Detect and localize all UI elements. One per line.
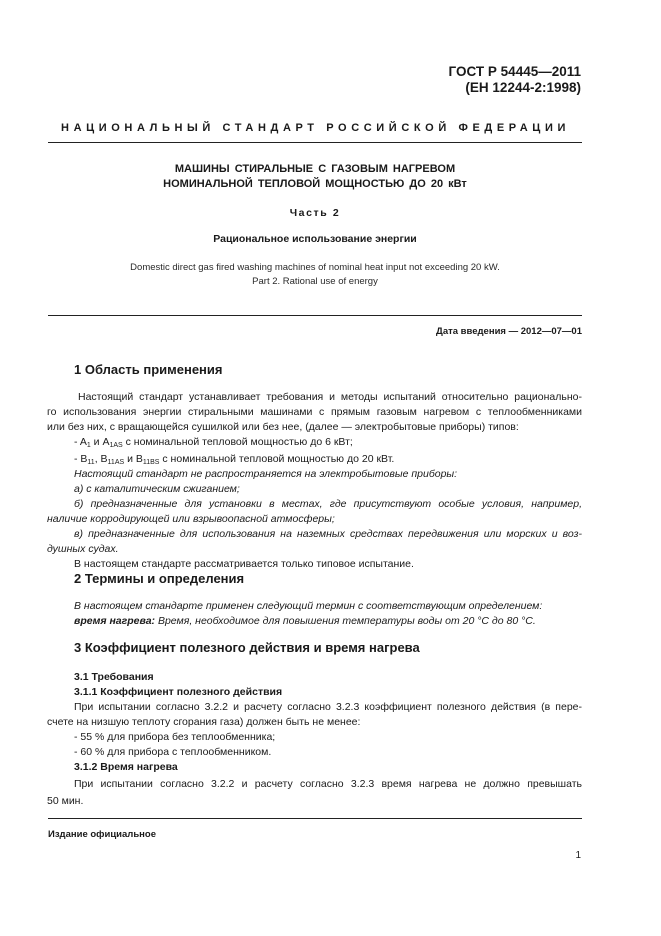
section-1-paragraph-line: го использования энергии стиральными машинами с прямым газовым нагревом с теплообменниками xyxy=(47,406,582,418)
introduction-date: Дата введения — 2012—07—01 xyxy=(436,326,582,337)
section-3-heading: 3 Коэффициент полезного действия и время нагрева xyxy=(74,640,420,655)
title-rule xyxy=(48,315,582,316)
heating-time-line-1: При испытании согласно 3.2.2 и расчету согласно 3.2.3 время нагрева не должно превышать xyxy=(74,778,582,790)
section-1-body xyxy=(47,390,582,572)
heating-time-line-2: 50 мин. xyxy=(47,795,84,807)
subsection-3-1-2-heading: 3.1.2 Время нагрева xyxy=(74,761,178,773)
english-title xyxy=(48,261,582,288)
exclusion-b-line-1: б) предназначенные для установки в местах, где присутствуют особые условия, например, xyxy=(74,498,582,510)
title-line-1: МАШИНЫ СТИРАЛЬНЫЕ С ГАЗОВЫМ НАГРЕВОМ xyxy=(174,163,456,175)
efficiency-paragraph-line-1: При испытании согласно 3.2.2 и расчету согласно 3.2.3 коэффициент полезного действия (в пере- xyxy=(74,701,582,713)
section-1-paragraph-line: или без них, с вращающейся сушилкой или без нее, (далее — электробытовые приборы) типов: xyxy=(47,421,519,433)
term-text: Время, необходимое для повышения температуры воды от 20 °С до 80 °С. xyxy=(155,615,536,627)
edition-label: Издание официальное xyxy=(48,829,156,840)
part-label: Часть 2 xyxy=(289,207,341,219)
exclusion-c-line-2: душных судах. xyxy=(47,543,119,555)
english-title-line-1: Domestic direct gas fired washing machines of nominal heat input not exceeding 20 kW. xyxy=(130,262,500,273)
section-2-intro: В настоящем стандарте применен следующий термин с соответствующим определением: xyxy=(74,600,543,612)
subsection-3-1-heading: 3.1 Требования xyxy=(74,671,154,683)
exclusion-b-line-2: наличие корродирующей или взрывоопасной атмосферы; xyxy=(47,513,335,525)
document-subtitle: Рациональное использование энергии xyxy=(213,233,417,245)
english-title-line-2: Part 2. Rational use of energy xyxy=(252,275,378,287)
section-1-paragraph-line: Настоящий стандарт устанавливает требования и методы испытаний относительно рационально- xyxy=(78,391,582,403)
title-line-2: НОМИНАЛЬНОЙ ТЕПЛОВОЙ МОЩНОСТЬЮ ДО 20 кВт xyxy=(163,178,467,190)
top-rule xyxy=(48,142,582,143)
national-standard-banner: НАЦИОНАЛЬНЫЙ СТАНДАРТ РОССИЙСКОЙ ФЕДЕРАЦИИ xyxy=(61,122,570,134)
term-name: время нагрева: xyxy=(74,615,156,627)
exclusion-c-line-1: в) предназначенные для использования на наземных средствах передвижения или морских и воз- xyxy=(74,528,582,540)
exclusions-intro: Настоящий стандарт не распространяется на электробытовые приборы: xyxy=(74,468,458,480)
type-list-item-a: - $A_1$ и $A_{1AS}$ с номинальной тепловой мощностью до 6 кВт; xyxy=(74,436,353,449)
subsection-3-1-1-heading: 3.1.1 Коэффициент полезного действия xyxy=(74,686,283,698)
standard-designation xyxy=(449,64,581,96)
term-definition xyxy=(74,614,582,629)
type-test-note: В настоящем стандарте рассматривается только типовое испытание. xyxy=(74,558,414,570)
standard-en-code: (ЕН 12244-2:1998) xyxy=(465,80,581,95)
type-list-item-b: - $B_{11}$, $B_{11AS}$ и $B_{11BS}$ с номинальной тепловой мощностью до 20 кВт. xyxy=(74,453,395,466)
document-title xyxy=(48,162,582,192)
section-1-heading: 1 Область применения xyxy=(74,362,223,377)
efficiency-paragraph-line-2: счете на низшую теплоту сгорания газа) должен быть не менее: xyxy=(47,716,361,728)
section-3-body xyxy=(47,670,582,809)
exclusion-a: а) с каталитическим сжиганием; xyxy=(74,483,240,495)
efficiency-item-2: - 60 % для прибора с теплообменником. xyxy=(74,746,272,758)
footer-rule xyxy=(48,818,582,819)
section-2-body xyxy=(74,599,582,629)
section-2-heading: 2 Термины и определения xyxy=(74,571,245,586)
page-number: 1 xyxy=(575,850,581,861)
standard-code: ГОСТ Р 54445—2011 xyxy=(448,64,581,79)
efficiency-item-1: - 55 % для прибора без теплообменника; xyxy=(74,731,276,743)
